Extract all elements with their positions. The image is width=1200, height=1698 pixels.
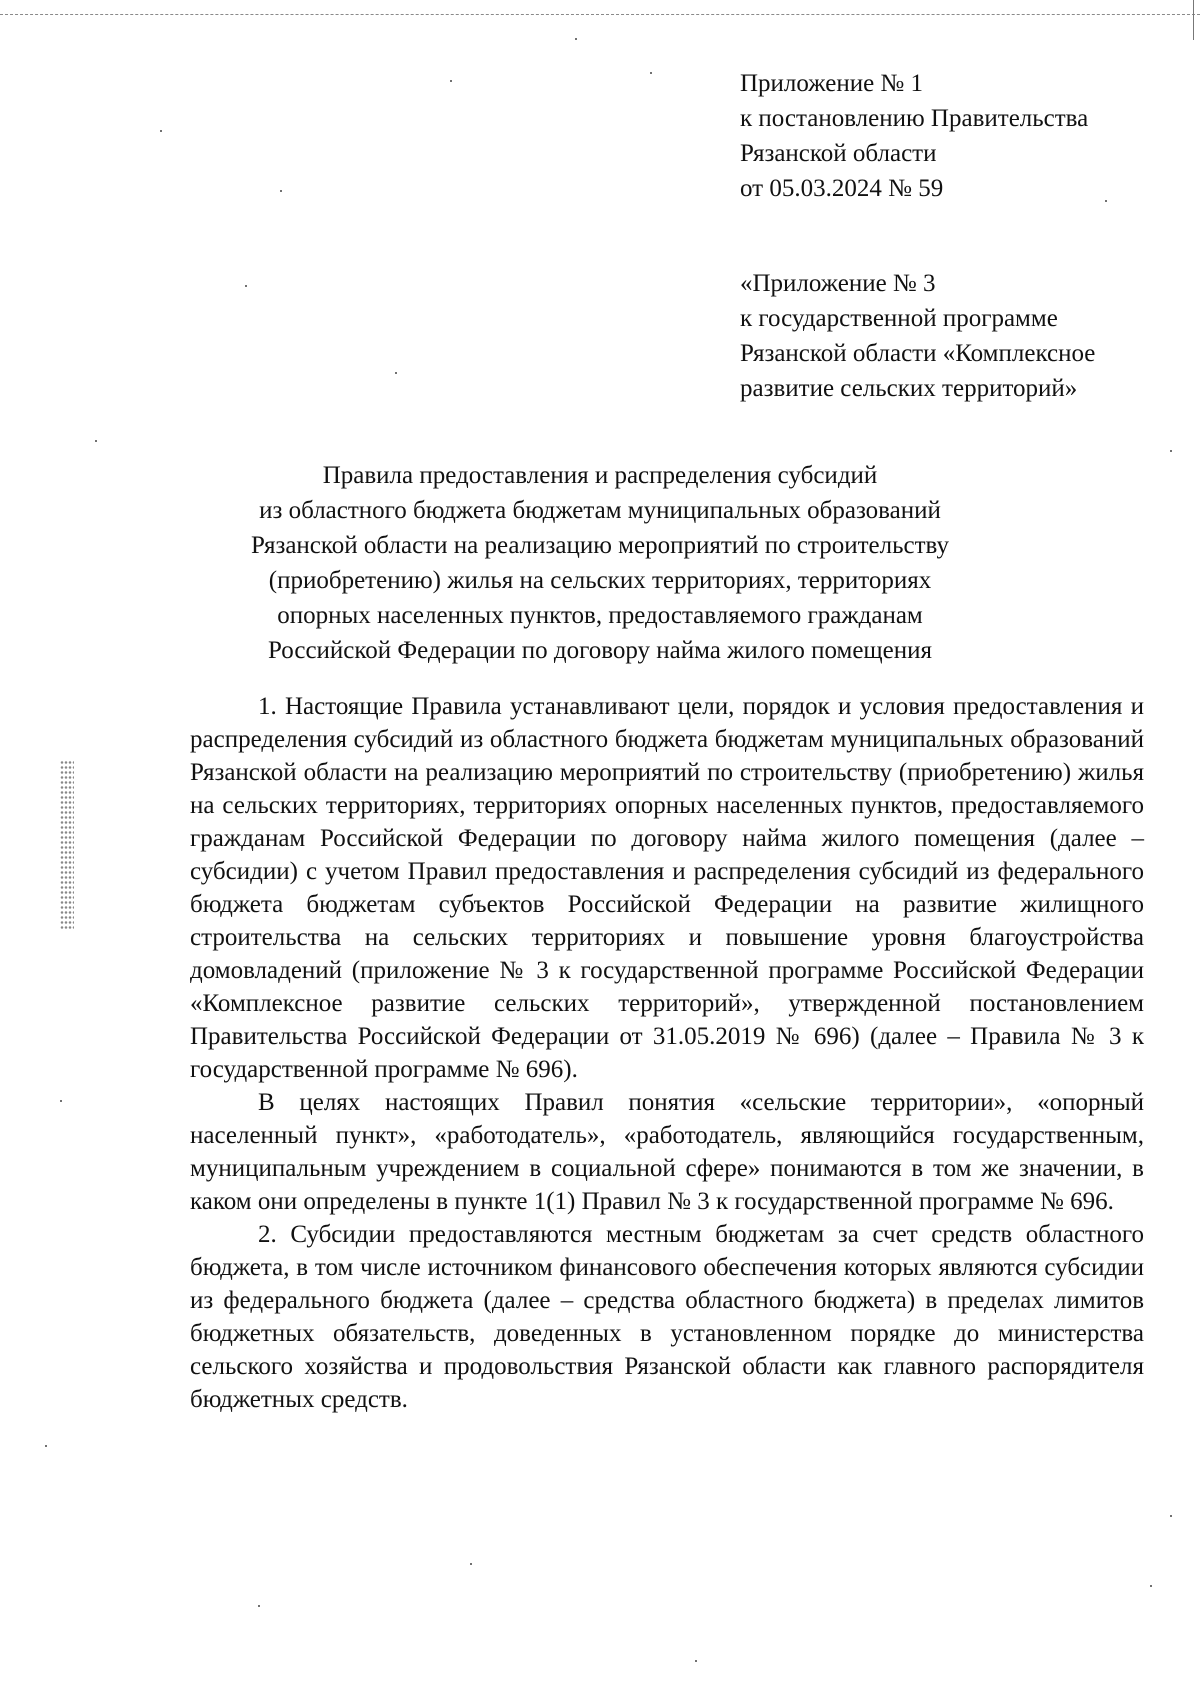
attachment-1-line: к постановлению Правительства bbox=[740, 105, 1089, 132]
title-line: Рязанской области на реализацию мероприятий по строительству bbox=[251, 532, 949, 559]
attachment-3-line: развитие сельских территорий» bbox=[740, 375, 1078, 402]
title-line: опорных населенных пунктов, предоставляемого гражданам bbox=[277, 602, 923, 629]
scan-edge bbox=[0, 14, 1200, 17]
paragraph-2: 2. Субсидии предоставляются местным бюджетам за счет средств областного бюджета, в том числе источником финансового обеспечения которых являются субсидии из федерального бюджета (далее – средства областного бюджета) в пределах лимитов бюджетных обязательств, доведенных в установленном порядке до министерства сельского хозяйства и продовольствия Рязанской области как главного распорядителя бюджетных средств. bbox=[190, 1221, 1144, 1413]
document-title bbox=[160, 458, 1040, 668]
attachment-3-line: Рязанской области «Комплексное bbox=[740, 340, 1096, 367]
title-line: Российской Федерации по договору найма жилого помещения bbox=[267, 637, 933, 664]
attachment-3-line: «Приложение № 3 bbox=[740, 270, 936, 297]
paragraph-1: 1. Настоящие Правила устанавливают цели, порядок и условия предоставления и распределения субсидий из областного бюджета бюджетам муниципальных образований Рязанской области на реализацию мероприятий по строительству (приобретению) жилья на сельских территориях, территориях опорных населенных пунктов, предоставляемого гражданам Российской Федерации по договору найма жилого помещения (далее – субсидии) с учетом Правил предоставления и распределения субсидий из федерального бюджета бюджетам субъектов Российской Федерации на развитие жилищного строительства на сельских территориях и повышение уровня благоустройства домовладений (приложение № 3 к государственной программе Российской Федерации «Комплексное развитие сельских территорий», утвержденной постановлением Правительства Российской Федерации от 31.05.2019 № 696) (далее – Правила № 3 к государственной программе № 696). bbox=[190, 693, 1144, 1083]
attachment-1-header bbox=[740, 66, 1160, 206]
attachment-1-line: Приложение № 1 bbox=[740, 70, 924, 97]
title-line: (приобретению) жилья на сельских территориях, территориях bbox=[268, 567, 932, 594]
paragraph-definitions: В целях настоящих Правил понятия «сельские территории», «опорный населенный пункт», «работодатель», «работодатель, являющийся государственным, муниципальным учреждением в социальной сфере» понимаются в том же значении, в каком они определены в пункте 1(1) Правил № 3 к государственной программе № 696. bbox=[190, 1089, 1144, 1215]
title-line: Правила предоставления и распределения субсидий bbox=[322, 462, 878, 489]
attachment-3-line: к государственной программе bbox=[740, 305, 1058, 332]
margin-scan-mark bbox=[60, 760, 74, 930]
attachment-1-line: Рязанской области bbox=[740, 140, 937, 167]
attachment-1-line: от 05.03.2024 № 59 bbox=[740, 175, 944, 202]
attachment-3-header bbox=[740, 266, 1160, 406]
title-line: из областного бюджета бюджетам муниципальных образований bbox=[259, 497, 941, 524]
scan-edge-right bbox=[1193, 0, 1194, 40]
document-body bbox=[190, 690, 1144, 1416]
